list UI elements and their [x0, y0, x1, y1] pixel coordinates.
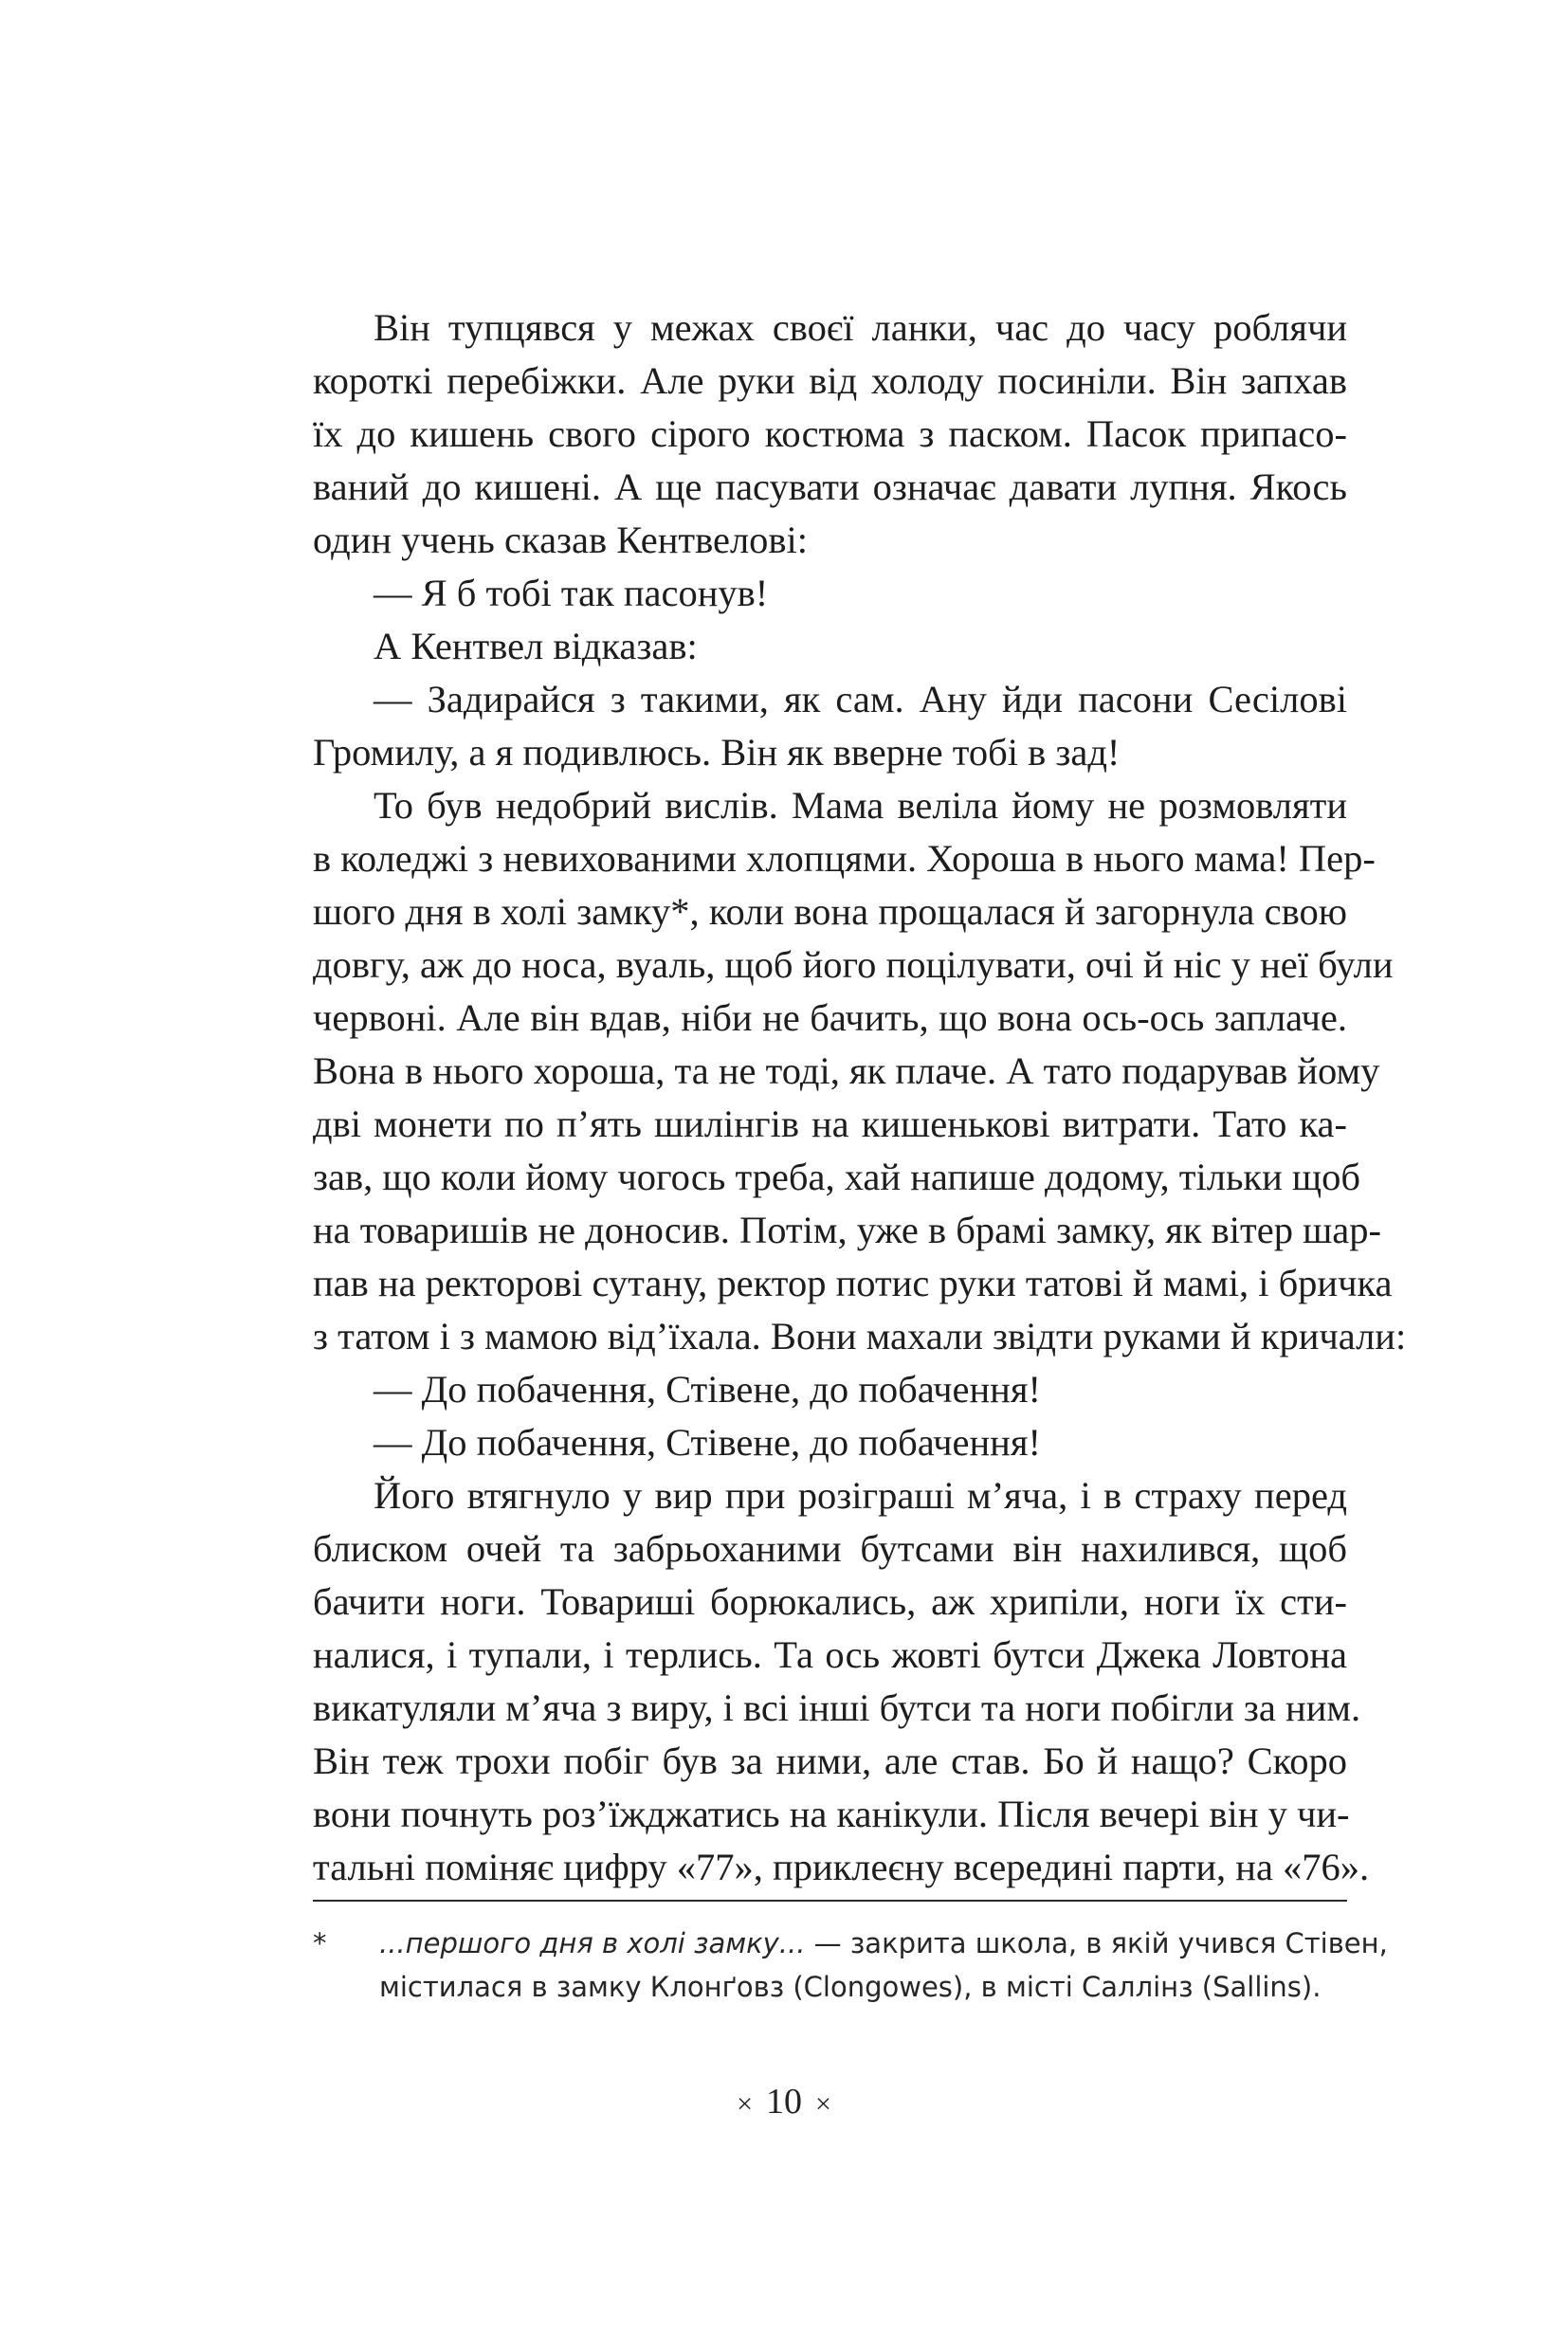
body-text — [313, 301, 1407, 1894]
text-line: То був недобрий вислів. Мама веліла йому не розмовляти — [374, 784, 1347, 827]
text-line: бачити ноги. Товариші борюкались, аж хрипіли, ноги їх сти- — [313, 1580, 1347, 1623]
footnote-line — [379, 1922, 1388, 1965]
footnote-text: — закрита школа, в якій учився Стівен, — [805, 1927, 1388, 1959]
text-line: їх до кишень свого сірого костюма з паском. Пасок припасо- — [313, 412, 1347, 455]
footnote-divider — [313, 1900, 1347, 1902]
text-line: Його втягнуло у вир при розіграші м’яча, і в страху перед — [374, 1474, 1347, 1517]
text-line: довгу, аж до носа, вуаль, щоб його поцілувати, очі й ніс у неї були — [313, 943, 1394, 986]
page-ornament-left: × — [737, 2088, 753, 2120]
text-line: один учень сказав Кентвелові: — [313, 519, 809, 561]
text-line: — Я б тобі так пасонув! — [374, 572, 769, 614]
text-line: викатуляли м’яча з виру, і всі інші бутси та ноги побігли за ним. — [313, 1686, 1361, 1729]
text-line: ваний до кишені. А ще пасувати означає давати лупня. Якось — [313, 465, 1347, 508]
text-line: Громилу, а я подивлюсь. Він як вверне тобі в зад! — [313, 731, 1121, 774]
footnote-marker: * — [313, 1927, 327, 1959]
text-line: зав, що коли йому чогось треба, хай напише додому, тільки щоб — [313, 1156, 1360, 1198]
text-line: в коледжі з невихованими хлопцями. Хороша в нього мама! Пер- — [313, 837, 1376, 880]
page-number-value: 10 — [766, 2082, 802, 2122]
text-line: налися, і тупали, і терлись. Та ось жовті бутси Джека Ловтона — [313, 1633, 1347, 1676]
page-number — [0, 2081, 1568, 2122]
text-line: червоні. Але він вдав, ніби не бачить, що вона ось-ось заплаче. — [313, 996, 1347, 1039]
text-line: Він тупцявся у межах своєї ланки, час до часу роблячи — [374, 306, 1347, 349]
text-line: Він теж трохи побіг був за ними, але став. Бо й нащо? Скоро — [313, 1740, 1347, 1782]
text-line: блиском очей та забрьоханими бутсами він нахилився, щоб — [313, 1527, 1347, 1570]
page-ornament-right: × — [815, 2088, 831, 2120]
text-line: короткі перебіжки. Але руки від холоду посиніли. Він запхав — [313, 359, 1347, 402]
text-line: Вона в нього хороша, та не тоді, як плаче. А тато подарував йому — [313, 1049, 1380, 1092]
text-line: А Кентвел відказав: — [374, 625, 698, 667]
footnote-line: містилася в замку Клонґовз (Clongowes), в місті Саллінз (Sallins). — [379, 1971, 1322, 2003]
text-line: шого дня в холі замку*, коли вона прощалася й загорнула свою — [313, 890, 1347, 933]
text-line: — До побачення, Стівене, до побачення! — [374, 1368, 1041, 1411]
text-line: з татом і з мамою від’їхала. Вони махали звідти руками й кричали: — [313, 1315, 1407, 1357]
text-line: тальні поміняє цифру «77», приклеєну всередині парти, на «76». — [313, 1846, 1370, 1888]
footnote — [313, 1922, 1388, 2009]
footnote-quote: ...першого дня в холі замку... — [379, 1927, 806, 1959]
text-line: дві монети по п’ять шилінгів на кишенькові витрати. Тато ка- — [313, 1102, 1347, 1145]
text-line: на товаришів не доносив. Потім, уже в брамі замку, як вітер шар- — [313, 1209, 1381, 1251]
text-line: вони почнуть роз’їжджатись на канікули. Після вечері він у чи- — [313, 1793, 1350, 1835]
text-line: — До побачення, Стівене, до побачення! — [374, 1421, 1041, 1464]
text-line: — Задирайся з такими, як сам. Ану йди пасони Сесілові — [374, 678, 1347, 720]
text-line: пав на ректорові сутану, ректор потис руки татові й мамі, і бричка — [313, 1262, 1393, 1304]
